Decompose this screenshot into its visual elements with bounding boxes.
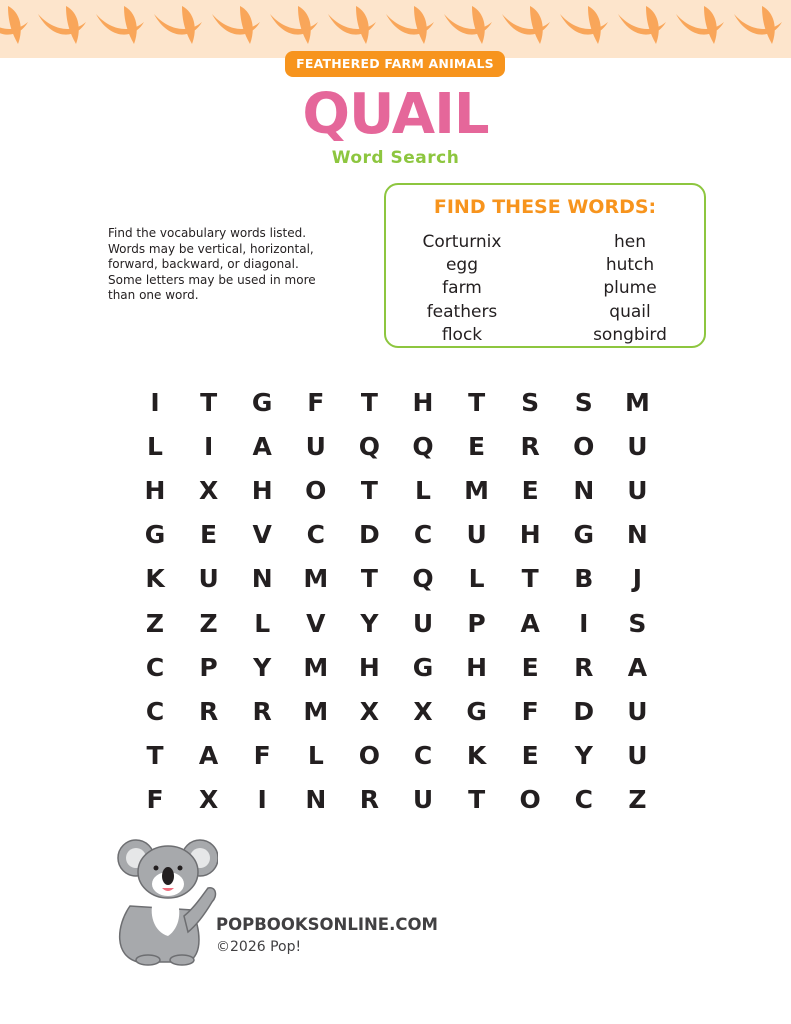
grid-letter[interactable]: G — [573, 520, 595, 550]
grid-letter[interactable]: A — [520, 608, 540, 638]
feather-shape — [96, 14, 144, 35]
grid-letter[interactable]: N — [626, 520, 648, 550]
grid-letter[interactable]: Z — [628, 784, 647, 814]
page-title: QUAIL — [302, 82, 489, 147]
category-badge: FEATHERED FARM ANIMALS — [285, 51, 505, 77]
feather-shape — [356, 6, 369, 44]
grid-letter[interactable]: E — [521, 476, 539, 506]
grid-letter[interactable]: F — [146, 784, 164, 814]
grid-letter[interactable]: X — [198, 784, 219, 814]
grid-letter[interactable]: A — [198, 740, 219, 770]
feather-shape — [38, 14, 86, 35]
grid-letter[interactable]: A — [627, 652, 648, 682]
instruction-line: Some letters may be used in more — [108, 272, 316, 287]
grid-letter[interactable]: N — [251, 564, 273, 594]
grid-letter[interactable]: L — [468, 564, 485, 594]
grid-letter[interactable]: M — [624, 388, 650, 417]
grid-letter[interactable]: F — [521, 696, 539, 726]
word-item: egg — [445, 255, 479, 276]
grid-letter[interactable]: J — [632, 564, 643, 594]
koala-mascot-icon — [108, 836, 218, 966]
feather-shape — [182, 6, 195, 44]
word-item: songbird — [593, 324, 667, 345]
grid-letter[interactable]: P — [467, 608, 486, 638]
instruction-line: than one word. — [108, 288, 199, 302]
grid-letter[interactable]: R — [574, 652, 594, 682]
grid-letter[interactable]: Y — [574, 740, 593, 770]
feather-pattern-icon — [0, 0, 791, 58]
word-list-right-column — [560, 231, 700, 347]
word-list-box — [384, 183, 706, 348]
feather-shape — [560, 14, 608, 35]
grid-letter[interactable]: L — [147, 432, 163, 462]
grid-letter[interactable]: O — [358, 740, 381, 770]
grid-letter[interactable]: D — [359, 520, 380, 550]
word-item: plume — [603, 278, 657, 299]
grid-letter[interactable]: M — [303, 696, 329, 726]
page-subtitle: Word Search — [331, 148, 460, 168]
feather-shape — [386, 14, 434, 35]
feather-shape — [124, 6, 137, 44]
grid-letter[interactable]: K — [466, 740, 487, 770]
feather-shape — [154, 14, 202, 35]
copyright-text: ©2026 Pop! — [216, 939, 302, 955]
grid-letter[interactable]: E — [200, 520, 218, 550]
grid-letter[interactable]: T — [146, 740, 164, 770]
word-item: quail — [609, 301, 651, 322]
feather-shape — [618, 14, 666, 35]
feather-shape — [298, 6, 311, 44]
grid-letter[interactable]: H — [519, 520, 541, 550]
word-item: hen — [613, 232, 646, 252]
word-item: feathers — [426, 301, 498, 322]
word-item: flock — [441, 324, 483, 345]
grid-letter[interactable]: C — [306, 520, 325, 550]
grid-letter[interactable]: Q — [412, 432, 434, 462]
grid-letter[interactable]: O — [305, 476, 327, 506]
grid-letter[interactable]: X — [198, 476, 219, 506]
feather-pattern-band — [0, 0, 791, 58]
grid-letter[interactable]: T — [468, 784, 486, 814]
grid-letter[interactable]: M — [464, 476, 490, 506]
feather-shape — [676, 14, 724, 35]
grid-letter[interactable]: U — [412, 784, 434, 814]
word-item: farm — [442, 278, 482, 299]
instructions — [108, 226, 370, 304]
feather-shape — [762, 6, 775, 44]
grid-letter[interactable]: H — [358, 652, 380, 682]
grid-letter[interactable]: H — [466, 652, 488, 682]
instruction-line: Words may be vertical, horizontal, — [108, 241, 314, 256]
feather-shape — [502, 14, 550, 35]
grid-letter[interactable]: I — [579, 608, 589, 638]
grid-letter[interactable]: T — [200, 388, 218, 417]
grid-letter[interactable]: U — [305, 432, 326, 462]
grid-letter[interactable]: D — [573, 696, 595, 726]
grid-letter[interactable]: C — [145, 652, 165, 682]
grid-letter[interactable]: T — [521, 564, 539, 594]
feather-shape — [734, 14, 782, 35]
grid-letter[interactable]: G — [144, 520, 166, 550]
grid-letter[interactable]: S — [628, 608, 647, 638]
grid-letter[interactable]: G — [412, 652, 434, 682]
grid-letter[interactable]: P — [199, 652, 218, 682]
grid-letter[interactable]: U — [466, 520, 487, 550]
grid-letter[interactable]: Y — [253, 652, 272, 682]
grid-letter[interactable]: B — [574, 564, 594, 594]
grid-letter[interactable]: I — [257, 784, 267, 814]
grid-letter[interactable]: F — [253, 740, 271, 770]
word-item: hutch — [605, 255, 655, 276]
grid-letter[interactable]: N — [573, 476, 595, 506]
grid-letter[interactable]: S — [521, 388, 540, 417]
feather-shape — [66, 6, 79, 44]
word-list-left-column — [392, 231, 532, 347]
feather-shape — [444, 14, 492, 35]
word-list-title: FIND THESE WORDS: — [433, 196, 657, 218]
grid-letter[interactable]: C — [413, 520, 433, 550]
feather-shape — [704, 6, 717, 44]
grid-letter[interactable]: A — [252, 432, 272, 462]
grid-letter[interactable]: U — [198, 564, 219, 594]
grid-letter[interactable]: E — [468, 432, 486, 462]
grid-letter[interactable]: L — [307, 740, 324, 770]
feather-shape — [212, 14, 260, 35]
grid-letter[interactable]: H — [412, 388, 434, 417]
grid-letter[interactable]: G — [251, 388, 273, 417]
feather-shape — [530, 6, 543, 44]
feather-shape — [588, 6, 601, 44]
grid-letter[interactable]: Q — [358, 432, 381, 462]
grid-letter[interactable]: E — [521, 740, 539, 770]
grid-letter[interactable]: O — [573, 432, 595, 462]
grid-letter[interactable]: K — [145, 564, 165, 594]
grid-letter[interactable]: X — [359, 696, 380, 726]
grid-letter[interactable]: O — [519, 784, 541, 814]
grid-letter[interactable]: V — [252, 520, 272, 550]
grid-letter[interactable]: I — [203, 432, 214, 462]
feather-shape — [328, 14, 376, 35]
grid-letter[interactable]: H — [251, 476, 273, 506]
grid-letter[interactable]: U — [627, 696, 648, 726]
feather-shape — [8, 6, 21, 44]
grid-letter[interactable]: Y — [360, 608, 379, 638]
grid-letter[interactable]: C — [574, 784, 593, 814]
grid-letter[interactable]: T — [360, 564, 378, 594]
grid-letter[interactable]: C — [145, 696, 165, 726]
feather-shape — [646, 6, 659, 44]
grid-letter[interactable]: T — [468, 388, 486, 417]
grid-letter[interactable]: S — [574, 388, 593, 417]
website-link[interactable]: POPBOOKSONLINE.COM — [216, 915, 438, 934]
grid-letter[interactable]: T — [360, 388, 378, 417]
grid-letter[interactable]: T — [360, 476, 378, 506]
instruction-line: Find the vocabulary words listed. — [108, 226, 307, 240]
grid-letter[interactable]: Z — [145, 608, 165, 638]
grid-letter[interactable]: R — [520, 432, 540, 462]
grid-letter[interactable]: X — [413, 696, 433, 726]
grid-letter[interactable]: H — [144, 476, 166, 506]
grid-letter[interactable]: M — [303, 652, 329, 682]
grid-letter[interactable]: Z — [199, 608, 218, 638]
grid-letter[interactable]: U — [627, 432, 648, 462]
grid-letter[interactable]: C — [413, 740, 433, 770]
grid-letter[interactable]: I — [150, 388, 160, 417]
feather-shape — [472, 6, 485, 44]
grid-letter[interactable]: R — [359, 784, 380, 814]
grid-letter[interactable]: V — [306, 608, 326, 638]
instruction-line: forward, backward, or diagonal. — [108, 257, 299, 271]
feather-shape — [270, 14, 318, 35]
grid-letter[interactable]: L — [415, 476, 431, 506]
grid-letter[interactable]: Q — [412, 564, 434, 594]
grid-letter[interactable]: E — [521, 652, 539, 682]
grid-letter[interactable]: N — [305, 784, 327, 814]
grid-letter[interactable]: G — [466, 696, 487, 726]
grid-letter[interactable]: L — [254, 608, 271, 638]
feather-shape — [240, 6, 253, 44]
grid-letter[interactable]: M — [303, 564, 329, 594]
grid-letter[interactable]: F — [307, 388, 325, 417]
grid-letter[interactable]: R — [198, 696, 219, 726]
grid-letter[interactable]: U — [412, 608, 434, 638]
grid-letter[interactable]: U — [627, 740, 648, 770]
grid-letter[interactable]: U — [627, 476, 648, 506]
grid-letter[interactable]: R — [252, 696, 272, 726]
feather-shape — [414, 6, 427, 44]
word-item: Corturnix — [422, 232, 502, 252]
